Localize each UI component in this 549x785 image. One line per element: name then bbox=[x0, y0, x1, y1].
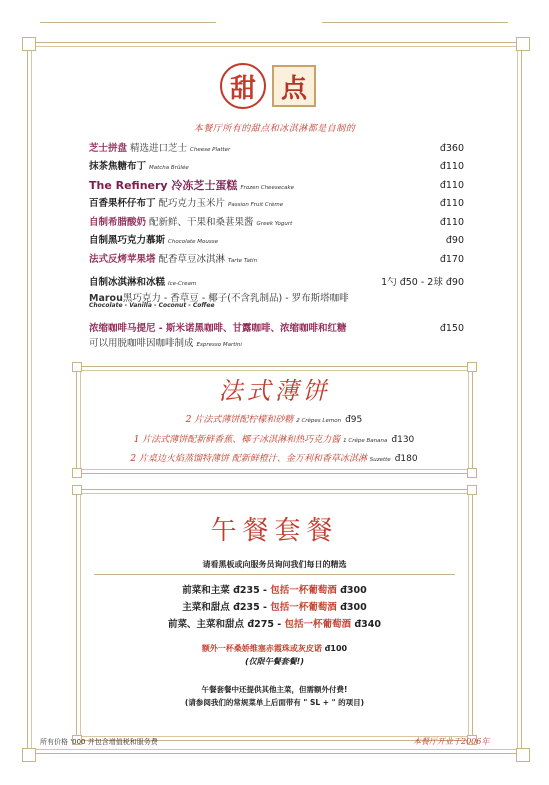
other-mains-note: 午餐套餐中还提供其他主菜，但需额外付费! bbox=[201, 685, 348, 694]
border-corner bbox=[516, 748, 530, 762]
item-name: 芝士拼盘 bbox=[89, 143, 128, 154]
item-name: 自制黑巧克力慕斯 bbox=[89, 235, 166, 246]
set-wine-note: 包括一杯葡萄酒 bbox=[284, 619, 352, 630]
set-label: 前菜和主菜 đ235 - bbox=[182, 585, 271, 596]
box-corner bbox=[467, 468, 477, 478]
crepe-english: 1 Crêpe Banana bbox=[343, 438, 388, 444]
border-corner bbox=[516, 37, 530, 51]
martini-note bbox=[89, 335, 242, 349]
icecream-brand: Marou bbox=[89, 293, 123, 304]
title-divider-left bbox=[40, 22, 216, 23]
section-title-desserts bbox=[220, 63, 335, 109]
desserts-subtitle: 本餐厅所有的甜点和冰淇淋都是自制的 bbox=[193, 124, 356, 134]
lunch-note: 请看黑板或向服务员询问我们每日的精选 bbox=[202, 560, 347, 569]
item-name: The Refinery 冷冻芝士蛋糕 bbox=[89, 179, 238, 192]
item-english: Chocolate Mousse bbox=[168, 239, 218, 245]
extra-wine-price: đ100 bbox=[321, 644, 348, 653]
crepe-price: đ180 bbox=[394, 454, 418, 464]
item-english: Frozen Cheesecake bbox=[240, 185, 295, 191]
item-english: Ice-Cream bbox=[168, 281, 197, 287]
crepe-name: 2 片法式薄饼配柠檬和砂糖 bbox=[185, 415, 294, 425]
lunch-divider bbox=[94, 574, 455, 575]
item-price: đ110 bbox=[439, 180, 464, 191]
menu-item-icecream bbox=[89, 276, 464, 291]
item-name: 法式反烤苹果塔 bbox=[89, 254, 156, 265]
crepe-item bbox=[84, 451, 464, 464]
crepes-title: 法式薄饼 bbox=[218, 377, 331, 405]
menu-item-espresso-martini bbox=[89, 322, 464, 335]
item-price: đ90 bbox=[445, 235, 464, 246]
menu-item bbox=[89, 253, 464, 268]
crepe-price: đ95 bbox=[345, 415, 363, 425]
icecream-flavors-en: Chocolate - Vanilla - Coconut - Coffee bbox=[89, 302, 215, 309]
menu-item bbox=[89, 179, 464, 195]
crepe-item bbox=[84, 432, 464, 445]
martini-note-en: Espresso Martini bbox=[196, 342, 242, 348]
menu-item bbox=[89, 142, 464, 157]
item-english: Greek Yogurt bbox=[256, 221, 293, 227]
item-price: đ150 bbox=[439, 323, 464, 334]
crepe-item bbox=[84, 412, 464, 425]
footer-prices-note: 所有价格 '000 并包含增值税和服务费 bbox=[40, 738, 158, 746]
set-price: đ340 bbox=[351, 619, 381, 630]
lunch-set bbox=[0, 582, 549, 596]
set-label: 主菜和甜点 đ235 - bbox=[182, 602, 271, 613]
item-description: 配新鲜、干果和桑葚果酱 bbox=[146, 217, 254, 228]
set-price: đ300 bbox=[336, 585, 367, 596]
crepe-english: Suzette bbox=[369, 457, 391, 463]
menu-item bbox=[89, 160, 464, 175]
item-english: Matcha Brûlée bbox=[149, 165, 189, 171]
item-price: đ360 bbox=[439, 143, 464, 154]
title-char-circle: 甜 bbox=[220, 63, 266, 109]
other-mains-ref: (请参阅我们的常规菜单上后面带有 " SL + " 的项目) bbox=[184, 698, 365, 707]
item-english: Passion Fruit Crème bbox=[228, 202, 284, 208]
crepe-name: 2 片桌边火焰蒸馏特薄饼 配新鲜橙汁、金万利和香草冰淇淋 bbox=[130, 454, 367, 464]
item-english: Tarte Tatin bbox=[228, 258, 258, 264]
crepe-name: 1 片法式薄饼配新鲜香蕉、椰子冰淇淋和热巧克力酱 bbox=[133, 435, 341, 445]
item-name: 抹茶焦糖布丁 bbox=[89, 161, 147, 172]
extra-wine-note: (仅限午餐套餐!) bbox=[245, 657, 304, 666]
box-corner bbox=[72, 485, 82, 495]
extra-wine-label: 额外一杯桑娇维塞赤霞珠或灰皮诺 bbox=[201, 644, 322, 653]
item-name: 浓缩咖啡马提尼 - 斯米诺黑咖啡、甘露咖啡、浓缩咖啡和红糖 bbox=[89, 323, 347, 334]
box-corner bbox=[72, 468, 82, 478]
item-name: 自制希腊酸奶 bbox=[89, 217, 147, 228]
item-description: 配巧克力玉米片 bbox=[155, 198, 226, 209]
border-corner bbox=[22, 37, 36, 51]
lunch-title: 午餐套餐 bbox=[210, 516, 339, 546]
item-price: đ110 bbox=[439, 198, 464, 209]
menu-item bbox=[89, 197, 464, 212]
title-divider-right bbox=[322, 22, 508, 23]
crepe-price: đ130 bbox=[391, 435, 415, 445]
item-price: đ170 bbox=[439, 254, 464, 265]
border-corner bbox=[22, 748, 36, 762]
footer-established: 本餐厅开业于2006年 bbox=[413, 737, 490, 746]
extra-wine bbox=[0, 643, 549, 654]
title-char-box: 点 bbox=[272, 65, 316, 107]
item-name: 百香果杯仔布丁 bbox=[89, 198, 156, 209]
item-english: Cheese Platter bbox=[190, 147, 231, 153]
item-description: 配香草豆冰淇淋 bbox=[155, 254, 226, 265]
item-price: đ110 bbox=[439, 161, 464, 172]
set-price: đ300 bbox=[336, 602, 367, 613]
icecream-flavors-cn: 黑巧克力 - 香草豆 - 椰子(不含乳制品) - 罗布斯塔咖啡 bbox=[122, 293, 349, 304]
item-price: đ110 bbox=[439, 217, 464, 228]
crepe-english: 2 Crêpes Lemon bbox=[296, 418, 342, 424]
item-description: 精选进口芝士 bbox=[127, 143, 188, 154]
lunch-set bbox=[0, 599, 549, 613]
menu-item bbox=[89, 234, 464, 249]
box-corner bbox=[467, 485, 477, 495]
martini-note-cn: 可以用脱咖啡因咖啡制成 bbox=[89, 338, 194, 349]
menu-item bbox=[89, 216, 464, 231]
set-wine-note: 包括一杯葡萄酒 bbox=[270, 585, 337, 596]
item-name: 自制冰淇淋和冰糕 bbox=[89, 277, 166, 288]
lunch-set bbox=[0, 616, 549, 630]
set-label: 前菜、主菜和甜点 đ275 - bbox=[168, 619, 285, 630]
item-price: 1勺 đ50 - 2球 đ90 bbox=[381, 277, 464, 288]
set-wine-note: 包括一杯葡萄酒 bbox=[270, 602, 337, 613]
